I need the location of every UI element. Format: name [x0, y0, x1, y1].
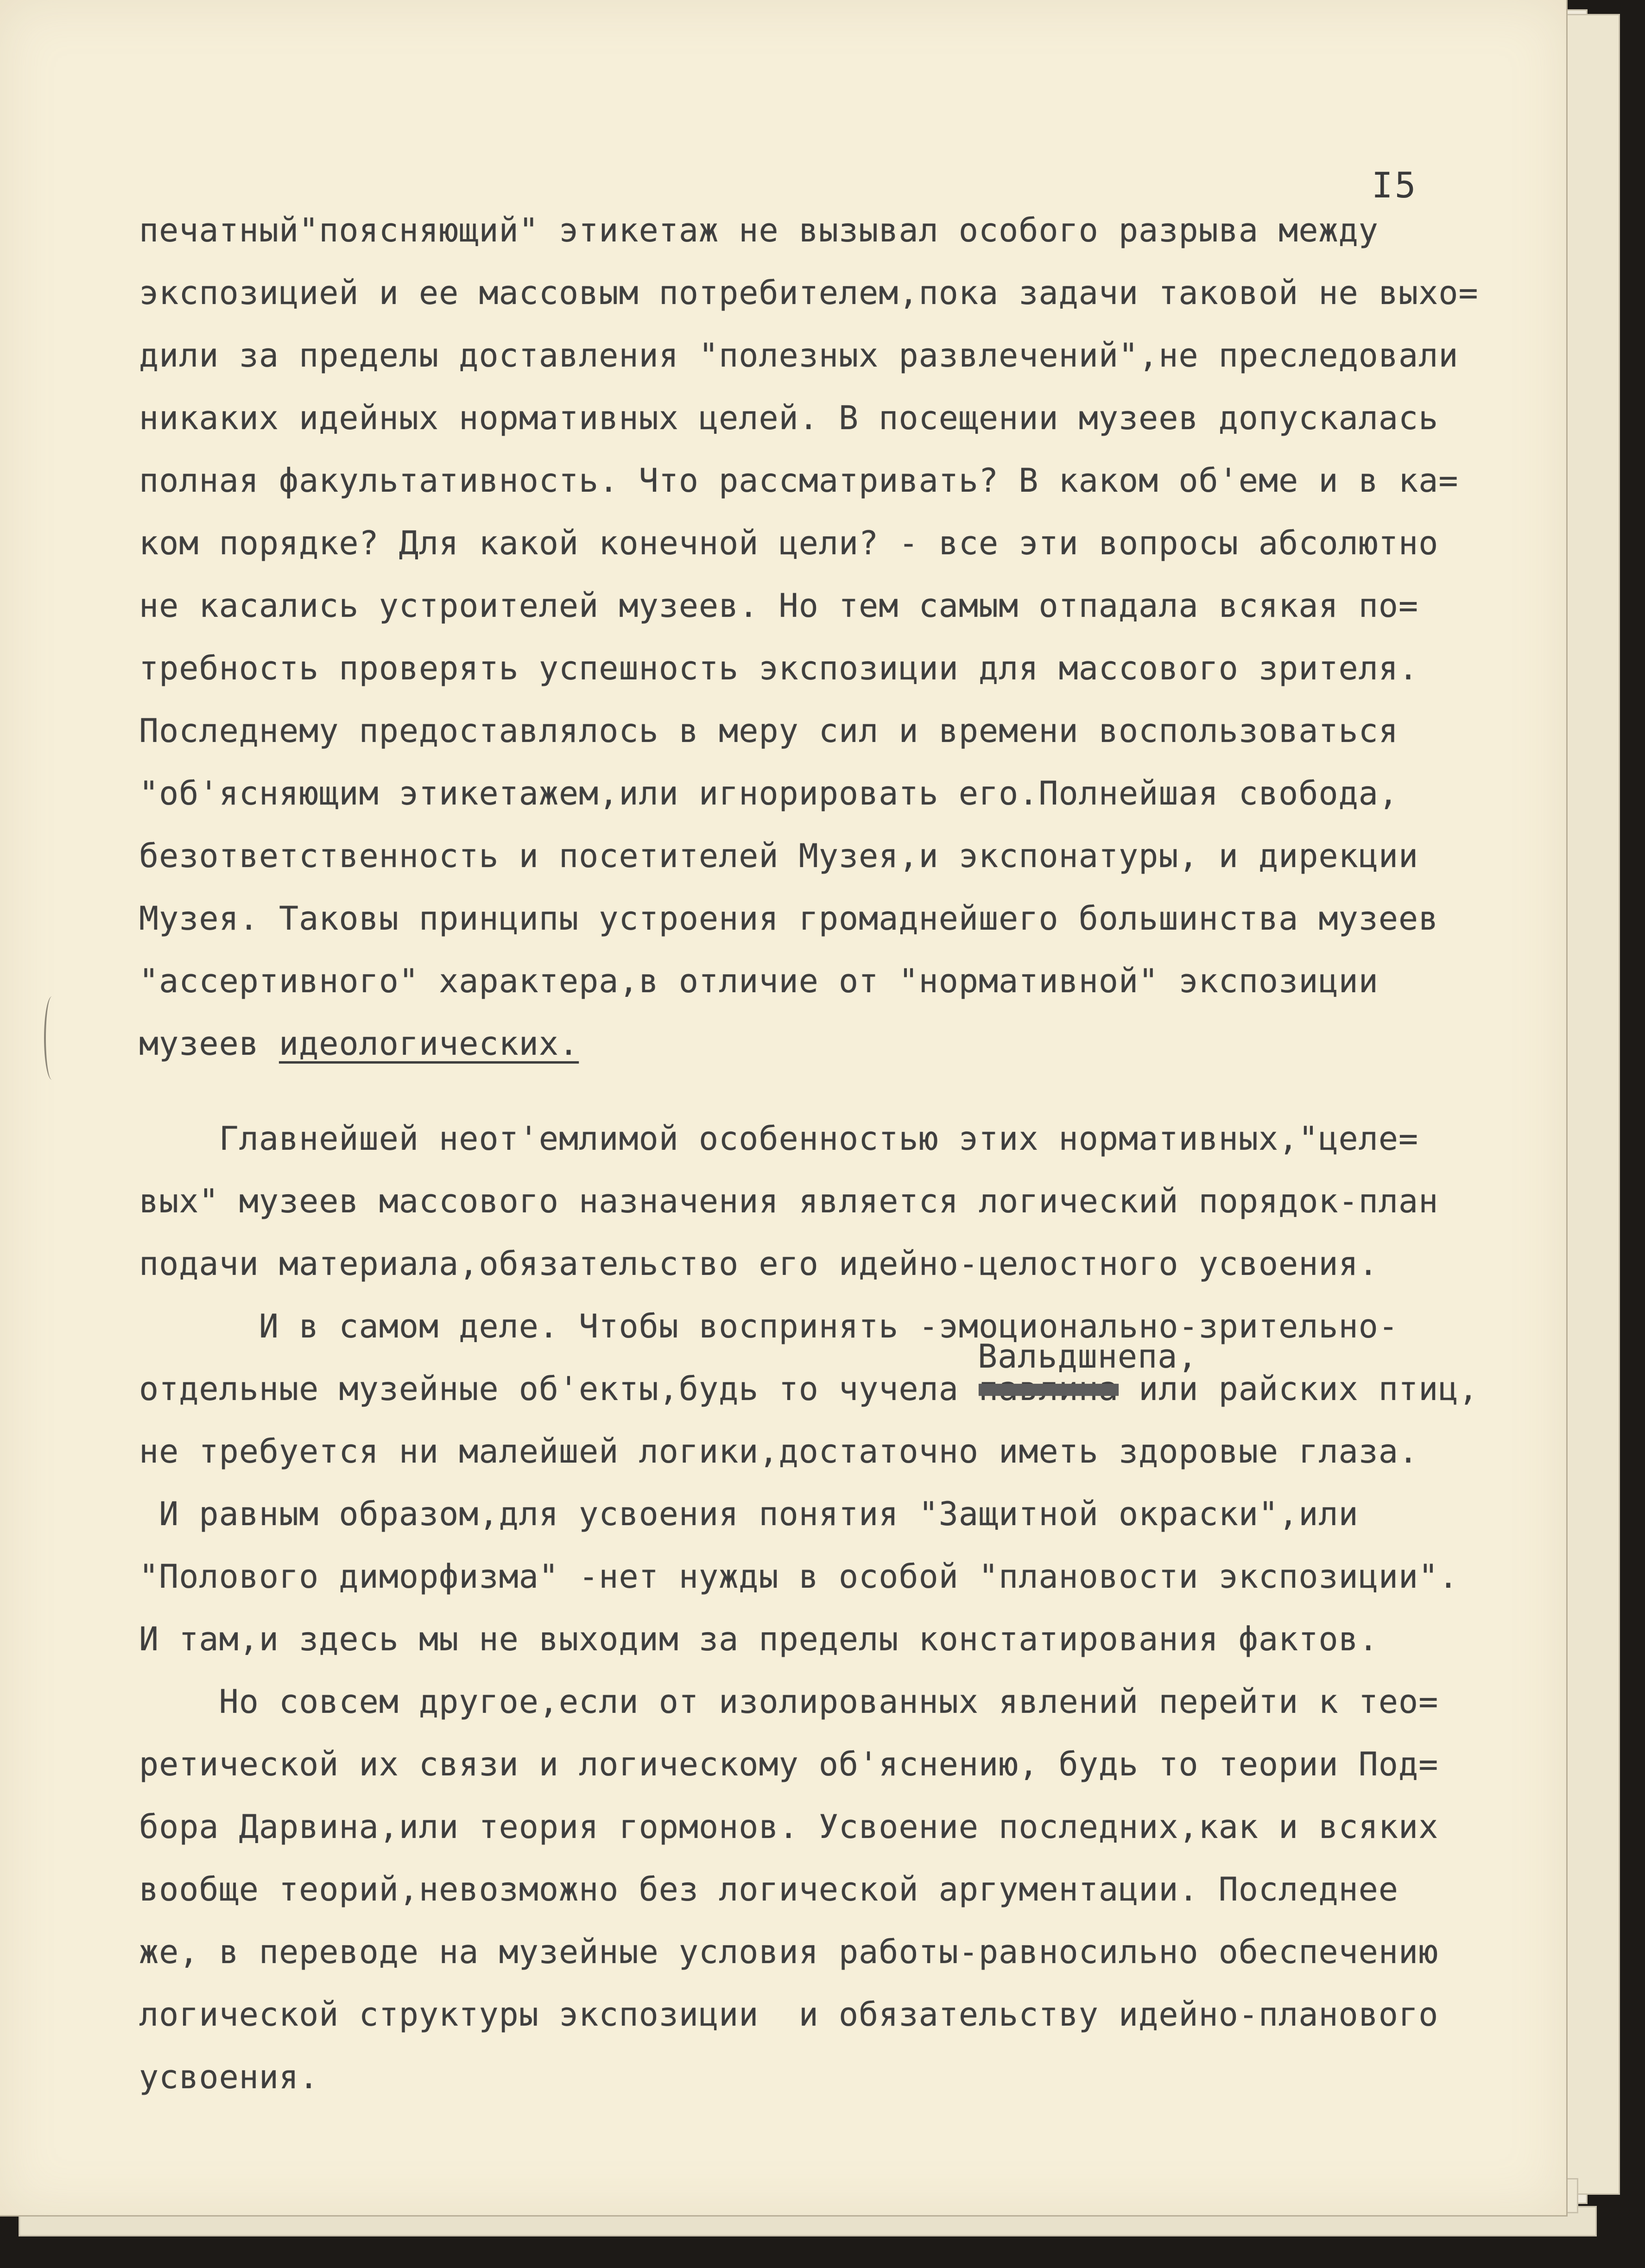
margin-pencil-mark: [44, 996, 60, 1080]
text-line: "Полового диморфизма" -нет нужды в особой "плановости экспозиции".: [139, 1558, 1459, 1596]
text-line: никаких идейных нормативных целей. В посещении музеев допускалась: [139, 399, 1439, 437]
text-line: ретической их связи и логическому об'яснению, будь то теории Под=: [139, 1745, 1439, 1783]
text-line: вообще теорий,невозможно без логической аргументации. Последнее: [139, 1870, 1399, 1908]
text-line: И в самом деле. Чтобы воспринять -эмоционально-зрительно-: [139, 1307, 1399, 1345]
text-line: [139, 1337, 1520, 1420]
text-line: дили за пределы доставления "полезных развлечений",не преследовали: [139, 336, 1459, 374]
text-line: вых" музеев массового назначения является логический порядок-план: [139, 1182, 1439, 1220]
text-line: требность проверять успешность экспозиции для массового зрителя.: [139, 649, 1419, 687]
struck-word: павлина: [979, 1370, 1119, 1408]
text-line: бора Дарвина,или теория гормонов. Усвоение последних,как и всяких: [139, 1808, 1439, 1846]
text-line: Последнему предоставлялось в меру сил и времени воспользоваться: [139, 712, 1399, 750]
text-line: "ассертивного" характера,в отличие от "нормативной" экспозиции: [139, 962, 1379, 1000]
text-fragment: музеев: [139, 1025, 279, 1063]
text-line: логической структуры экспозиции и обязательству идейно-планового: [139, 1996, 1439, 2034]
text-line: подачи материала,обязательство его идейно-целостного усвоения.: [139, 1245, 1379, 1283]
text-line: И там,и здесь мы не выходим за пределы констатирования фактов.: [139, 1620, 1379, 1658]
text-line: не требуется ни малейшей логики,достаточно иметь здоровые глаза.: [139, 1432, 1419, 1470]
text-line: полная факультативность. Что рассматривать? В каком об'еме и в ка=: [139, 462, 1459, 500]
underlined-word: идеологических.: [279, 1025, 579, 1063]
text-line: не касались устроителей музеев. Но тем самым отпадала всякая по=: [139, 587, 1419, 625]
text-fragment: отдельные: [139, 1370, 339, 1408]
text-fragment: музейные об'екты,будь то чучела: [339, 1370, 979, 1408]
text-line: И равным образом,для усвоения понятия "Защитной окраски",или: [139, 1495, 1359, 1533]
text-line: Главнейшей неот'емлимой особенностью этих нормативных,"целе=: [139, 1120, 1419, 1158]
text-line: ком порядке? Для какой конечной цели? - все эти вопросы абсолютно: [139, 524, 1439, 562]
handwritten-insertion: Вальдшнепа,: [978, 1337, 1198, 1375]
page-number: I5: [1372, 165, 1418, 206]
text-line: безответственность и посетителей Музея,и экспонатуры, и дирекции: [139, 837, 1419, 875]
text-line: же, в переводе на музейные условия работы-равносильно обеспечению: [139, 1933, 1439, 1971]
document-body: [139, 199, 1520, 2109]
text-line: Но совсем другое,если от изолированных явлений перейти к тео=: [139, 1683, 1439, 1721]
text-line: печатный"поясняющий" этикетаж не вызывал особого разрыва между: [139, 211, 1379, 249]
text-fragment: или райских птиц,: [1119, 1370, 1479, 1408]
text-line: [139, 1013, 1520, 1075]
text-line: усвоения.: [139, 2058, 319, 2096]
text-line: "об'ясняющим этикетажем,или игнорировать его.Полнейшая свобода,: [139, 774, 1399, 812]
text-line: Музея. Таковы принципы устроения громаднейшего большинства музеев: [139, 900, 1439, 938]
text-line: экспозицией и ее массовым потребителем,пока задачи таковой не выхо=: [139, 274, 1479, 312]
